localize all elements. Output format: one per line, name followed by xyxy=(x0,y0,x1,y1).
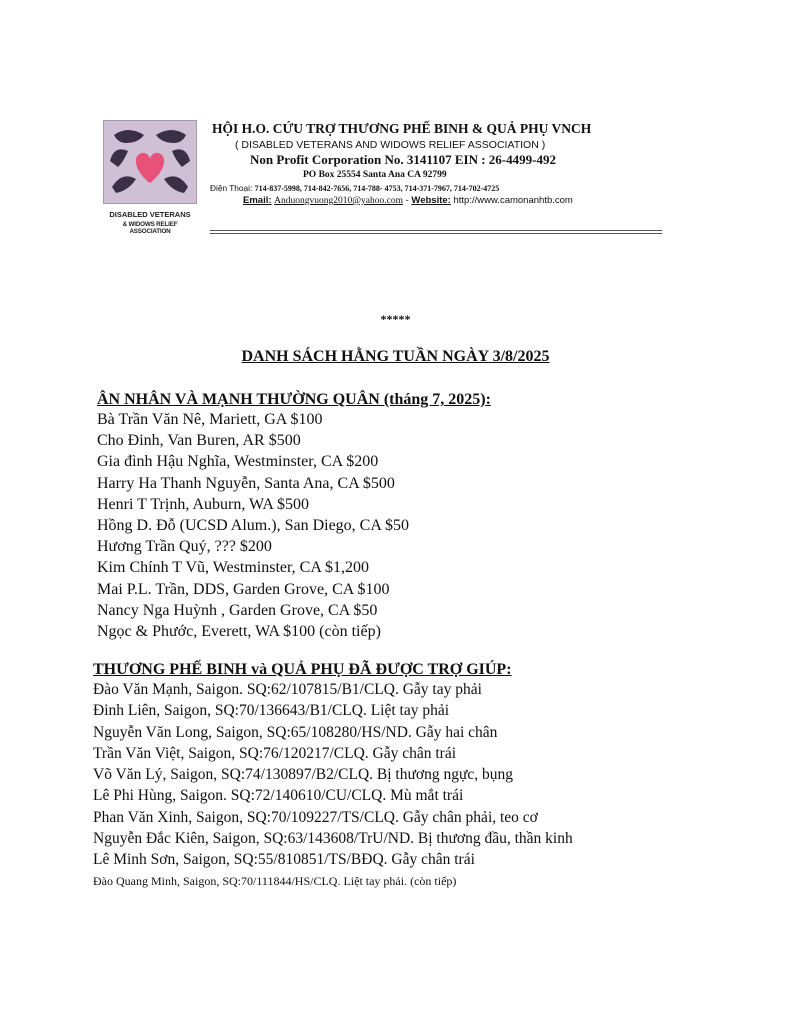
list-item: Mai P.L. Trần, DDS, Garden Grove, CA $100 xyxy=(97,580,390,598)
list-item: Nancy Nga Huỳnh , Garden Grove, CA $50 xyxy=(97,601,378,619)
list-item: Lê Phi Hùng, Saigon. SQ:72/140610/CU/CLQ. Mù mắt trái xyxy=(93,787,464,805)
separator-stars: ***** xyxy=(380,312,411,326)
phone-label: Điện Thoại: xyxy=(210,183,253,193)
list-item: Harry Ha Thanh Nguyễn, Santa Ana, CA $500 xyxy=(97,474,395,492)
header-divider-bottom xyxy=(210,233,662,234)
contact-line xyxy=(243,195,680,206)
org-name-english: ( DISABLED VETERANS AND WIDOWS RELIEF ASSOCIATION ) xyxy=(235,139,546,151)
list-item: Cho Đinh, Van Buren, AR $500 xyxy=(97,432,301,450)
website-label: Website: xyxy=(411,195,451,206)
list-item: Đinh Liên, Saigon, SQ:70/136643/B1/CLQ. Liệt tay phải xyxy=(93,702,450,720)
org-name: HỘI H.O. CỨU TRỢ THƯƠNG PHẾ BINH & QUẢ PHỤ VNCH xyxy=(212,121,592,136)
corporation-info: Non Profit Corporation No. 3141107 EIN : 26-4499-492 xyxy=(250,152,556,167)
contact-separator: - xyxy=(402,195,412,206)
phone-line xyxy=(210,183,680,193)
po-box: PO Box 25554 Santa Ana CA 92799 xyxy=(303,170,447,180)
logo-caption-line1: DISABLED VETERANS xyxy=(109,210,191,219)
recipients-heading: THƯƠNG PHẾ BINH và QUẢ PHỤ ĐÃ ĐƯỢC TRỢ GIÚP: xyxy=(93,661,512,678)
list-item: Kim Chính T Vũ, Westminster, CA $1,200 xyxy=(97,559,370,577)
list-item: Nguyễn Văn Long, Saigon, SQ:65/108280/HS/ND. Gẫy hai chân xyxy=(93,723,498,741)
donors-list xyxy=(97,409,409,642)
list-item: Đào Quang Minh, Saigon, SQ:70/111844/HS/CLQ. Liệt tay phải. (còn tiếp) xyxy=(93,873,457,888)
list-item: Gia đình Hậu Nghĩa, Westminster, CA $200 xyxy=(97,453,379,471)
phone-numbers: 714-837-5998, 714-842-7656, 714-788- 4753, 714-371-7967, 714-702-4725 xyxy=(254,184,500,193)
logo-caption-line2: & WIDOWS RELIEF ASSOCIATION xyxy=(122,221,178,235)
header-divider-top xyxy=(210,230,662,231)
list-item: Nguyễn Đắc Kiên, Saigon, SQ:63/143608/TrU/ND. Bị thương đầu, thần kinh xyxy=(93,830,573,848)
list-item: Bà Trần Văn Nê, Mariett, GA $100 xyxy=(97,411,323,428)
list-item: Đào Văn Mạnh, Saigon. SQ:62/107815/B1/CLQ. Gẫy tay phải xyxy=(93,681,482,698)
list-item: Võ Văn Lý, Saigon, SQ:74/130897/B2/CLQ. Bị thương ngực, bụng xyxy=(93,766,513,784)
hands-heart-emblem xyxy=(103,120,197,204)
list-item: Hương Trần Quý, ??? $200 xyxy=(97,538,272,556)
email-link[interactable]: Anduongvuong2010@yahoo.com xyxy=(274,196,403,206)
list-item: Lê Minh Sơn, Saigon, SQ:55/810851/TS/BĐQ. Gẫy chân trái xyxy=(93,851,475,869)
letterhead xyxy=(210,121,680,206)
list-item: Trần Văn Việt, Saigon, SQ:76/120217/CLQ. Gẫy chân trái xyxy=(93,744,457,762)
donors-heading: ÂN NHÂN VÀ MẠNH THƯỜNG QUÂN (tháng 7, 2025): xyxy=(97,391,491,408)
page-title: DANH SÁCH HẰNG TUẦN NGÀY 3/8/2025 xyxy=(241,348,550,365)
list-item: Hồng D. Đỗ (UCSD Alum.), San Diego, CA $50 xyxy=(97,517,410,535)
list-item: Henri T Trịnh, Auburn, WA $500 xyxy=(97,495,310,513)
list-item: Phan Văn Xinh, Saigon, SQ:70/109227/TS/CLQ. Gẫy chân phải, teo cơ xyxy=(93,808,538,826)
recipients-list xyxy=(93,679,573,892)
association-logo xyxy=(102,120,198,235)
website-link[interactable]: http://www.camonanhtb.com xyxy=(450,195,573,206)
list-item: Ngọc & Phước, Everett, WA $100 (còn tiếp) xyxy=(97,623,381,641)
email-label: Email: xyxy=(243,195,272,206)
